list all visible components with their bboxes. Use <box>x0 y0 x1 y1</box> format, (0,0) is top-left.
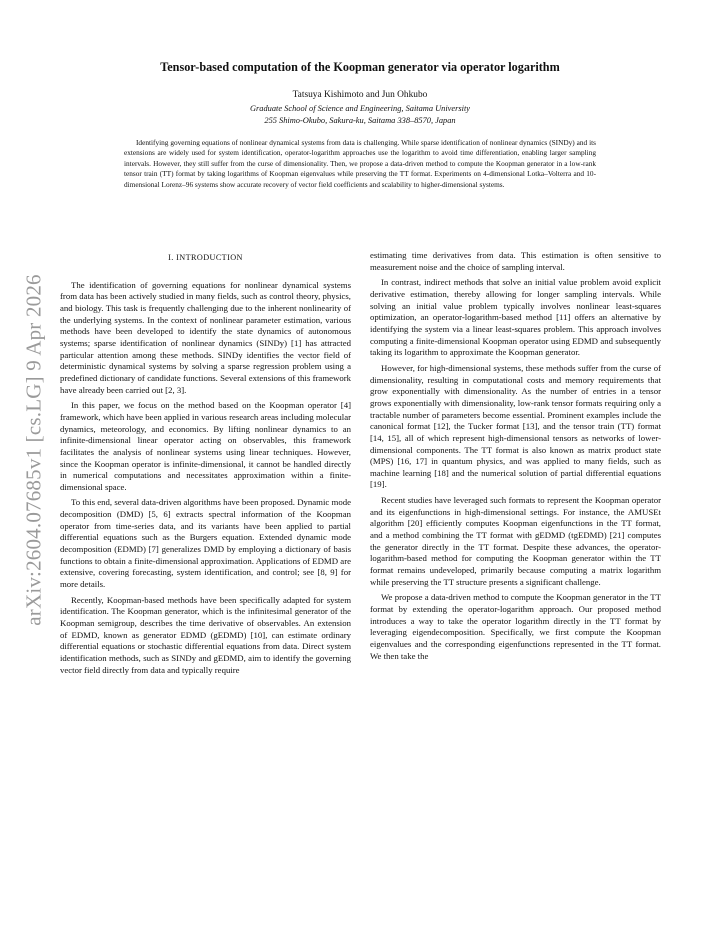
paper-authors: Tatsuya Kishimoto and Jun Ohkubo <box>292 90 428 100</box>
affiliation-line-2: 255 Shimo-Okubo, Sakura-ku, Saitama 338–8570, Japan <box>264 116 456 125</box>
arxiv-identifier-text[interactable]: arXiv:2604.07685v1 [cs.LG] 9 Apr 2026 <box>21 274 46 626</box>
body-paragraph: Recent studies have leveraged such formats to represent the Koopman operator and its eigenfunctions in high-dimensional settings. For instance, the AMUSEt algorithm [20] efficiently computes Koopman eigenfunctions in the TT format, and a method combining the TT format with gEDMD (tgEDMD) [21] computes the generator directly in the TT format. Despite these advances, the operator-logarithm-based method for computing the Koopman generator within the TT format remains undeveloped, primarily because computing a matrix logarithm while preserving the TT structure presents a significant challenge. <box>370 495 661 587</box>
body-paragraph-continued: estimating time derivatives from data. This estimation is often sensitive to measurement noise and the choice of sampling interval. <box>370 250 661 272</box>
body-paragraph: In this paper, we focus on the method based on the Koopman operator [4] framework, which have been applied in various research areas including molecular dynamics, meteorology, and economics. By lifting nonlinear dynamics to an infinite-dimensional linear operator acting on observables, this framework facilitates the analysis of nonlinear systems using linear techniques. However, since the Koopman operator is infinite-dimensional, it cannot be handled directly in numerical computations and necessitates approximation within a finite-dimensional space. <box>60 400 351 492</box>
abstract: Identifying governing equations of nonlinear dynamical systems from data is challenging. While sparse identification of nonlinear dynamics (SINDy) and its extensions are widely used for system identification, operator-logarithm approaches use the logarithm to avoid time differentiation, enabling larger sampling intervals. However, they still suffer from the curse of dimensionality. Then, we propose a data-driven method to compute the Koopman generator in a low-rank tensor train (TT) format by taking logarithms of Koopman eigenvalues while preserving the TT format. Experiments on 4-dimensional Lotka–Volterra and 10-dimensional Lorenz–96 systems show accurate recovery of vector field coefficients and scalability to higher-dimensional systems. <box>124 138 596 189</box>
body-paragraph: However, for high-dimensional systems, these methods suffer from the curse of dimensionality, resulting in computational costs and memory requirements that grow exponentially with dimensionality. As the number of entries in a tensor grows exponentially with dimensionality, low-rank tensor formats requiring only a tractable number of parameters become essential. Prominent examples include the canonical format [12], the Tucker format [13], and the tensor train (TT) format [14, 15], all of which represent high-dimensional tensors as networks of lower-dimensional components. The TT format is also known as matrix product state (MPS) [16, 17] in quantum physics, and was applied to many fields, such as machine learning [18] and the numerical solution of partial differential equations [19]. <box>370 362 661 490</box>
left-column <box>60 250 351 680</box>
body-paragraph: Recently, Koopman-based methods have been specifically adapted for system identification. The Koopman generator, which is the infinitesimal generator of the Koopman semigroup, describes the time derivative of observables. An extension of EDMD, known as generator EDMD (gEDMD) [10], can estimate ordinary differential equations or stochastic differential equations from data. Direct system identification methods, such as SINDy and gEDMD, aim to identify the governing vector field directly from data and typically require <box>60 594 351 675</box>
arxiv-identifier-stamp <box>14 255 54 645</box>
body-paragraph: In contrast, indirect methods that solve an initial value problem avoid explicit derivative estimation, thereby allowing for longer sampling intervals. While solving an initial value problem typically involves nonlinear least-squares optimization, an operator-logarithm-based method [11] offers an alternative by identifying the system via a linear least-squares problem. This approach involves computing a finite-dimensional Koopman operator using EDMD and subsequently taking its logarithm to approximate the Koopman generator. <box>370 277 661 358</box>
section-heading-introduction: I. INTRODUCTION <box>168 253 243 262</box>
affiliation-line-1: Graduate School of Science and Engineering, Saitama University <box>249 104 471 113</box>
paper-title: Tensor-based computation of the Koopman generator via operator logarithm <box>160 60 560 74</box>
body-paragraph: We propose a data-driven method to compute the Koopman generator in the TT format by extending the operator-logarithm approach. Our proposed method introduces a way to take the operator logarithm directly in the TT format by leveraging eigendecomposition. Specifically, we first compute the Koopman eigenvalues and the corresponding eigenfunctions represented in the TT format. We then take the <box>370 592 661 661</box>
body-paragraph: The identification of governing equations for nonlinear dynamical systems from data has been actively studied in many fields, such as control theory, physics, and biology. This task is frequently challenging due to the inherent nonlinearity of the underlying systems. In the context of nonlinear parameter estimation, various methods have been developed to identify the state dynamics of autonomous systems; sparse identification of nonlinear dynamics (SINDy) [1] has attracted particular attention among these methods. SINDy identifies the vector field of deterministic dynamical systems by solving a sparse regression problem using a predefined dictionary of candidate functions. Several extensions of this framework have already been carried out [2, 3]. <box>60 279 351 395</box>
body-paragraph: To this end, several data-driven algorithms have been proposed. Dynamic mode decomposition (DMD) [5, 6] extracts spectral information of the Koopman operator from time-series data, and its variants have been applied to partial differential equations such as the Burgers equation. Extended dynamic mode decomposition (EDMD) [7] generalizes DMD by employing a dictionary of basis functions to obtain a finite-dimensional approximation. Applications of EDMD are extensive, covering forecasting, system identification, and control; see [8, 9] for more details. <box>60 497 351 590</box>
right-column <box>370 250 661 666</box>
